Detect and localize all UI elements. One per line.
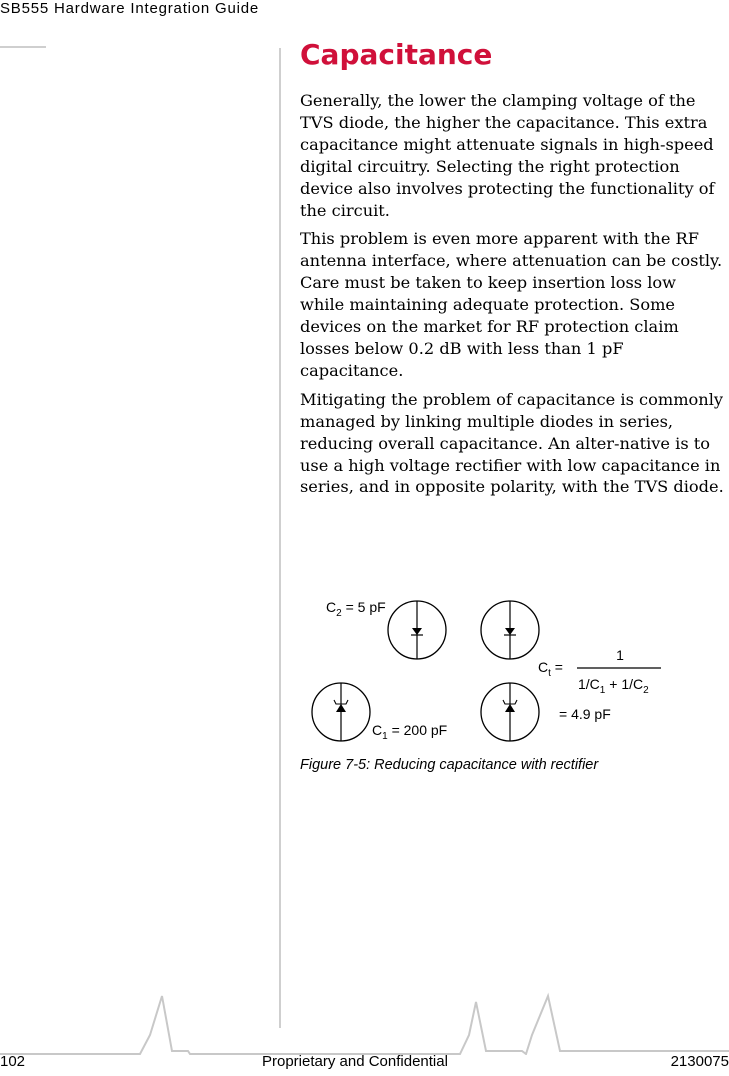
tvs-diode-right: [481, 683, 539, 741]
body-text: [300, 90, 725, 505]
c2-label: $C_2 = 5$ pF: [326, 599, 386, 619]
page-number: 102: [0, 1053, 26, 1070]
formula-denominator: $1/C_1 + 1/C_2$: [578, 676, 649, 696]
section-title: Capacitance: [300, 38, 493, 71]
paragraph-1: Generally, the lower the clamping voltage of the TVS diode, the higher the capacitance. This extra capacitance might attenuate signals in high-speed digital circuitry. Selecting the right protection device also involves protecting the functionality of the circuit.: [300, 91, 715, 220]
margin-divider: [279, 48, 281, 1028]
paragraph-2: This problem is even more apparent with the RF antenna interface, where attenuation can be costly. Care must be taken to keep insertion loss low while maintaining adequate protection. Some devices on the market for RF protection claim losses below 0.2 dB with less than 1 pF capacitance.: [300, 229, 723, 380]
ct-label: $C_t$ =: [538, 659, 563, 679]
figure-caption: Figure 7-5: Reducing capacitance with rectifier: [300, 757, 599, 773]
capacitance-figure: [280, 590, 700, 755]
formula-numerator: 1: [616, 647, 624, 663]
running-header: SB555 Hardware Integration Guide: [0, 0, 260, 17]
footer-confidential: Proprietary and Confidential: [262, 1053, 448, 1070]
paragraph-3: Mitigating the problem of capacitance is commonly managed by linking multiple diodes in series, reducing overall capacitance. An alter-native is to use a high voltage rectifier with low capacitance in series, and in opposite polarity, with the TVS diode.: [300, 389, 724, 497]
c1-label: $C_1 = 200$ pF: [372, 722, 448, 742]
rectifier-diode-right: [481, 601, 539, 659]
tvs-diode-left: [312, 683, 370, 741]
rectifier-diode-left: [388, 601, 446, 659]
footer-waveform: [0, 990, 729, 1055]
header-rule: [0, 46, 46, 48]
formula-result: = 4.9 pF: [559, 706, 611, 722]
document-number: 2130075: [670, 1053, 729, 1070]
